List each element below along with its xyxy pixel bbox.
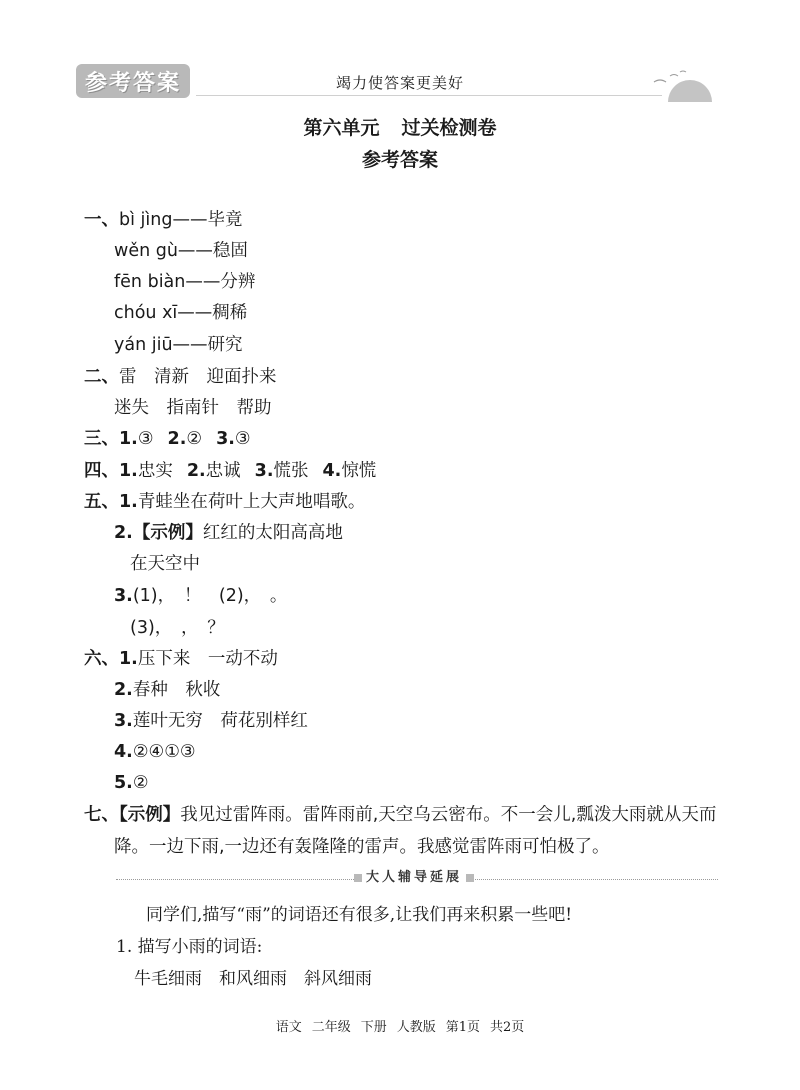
- s5-q3-cont: (3)， ， ？: [130, 618, 225, 638]
- s1-line-5: yán jiū——研究: [114, 335, 243, 355]
- s6-q1: 六、1.压下来 一动不动: [84, 649, 278, 669]
- s6-q3: 3.莲叶无穷 荷花别样红: [114, 711, 308, 731]
- page-footer: [0, 1016, 800, 1035]
- s1-line-4: chóu xī——稠稀: [114, 303, 248, 323]
- extension-item-1-title: 1. 描写小雨的词语:: [116, 937, 263, 957]
- footer-edition: 人教版: [396, 1020, 436, 1035]
- s7-line-2: 降。一边下雨,一边还有轰隆隆的雷声。我感觉雷阵雨可怕极了。: [114, 837, 610, 857]
- s4-line: 四、1.忠实 2.忠诚 3.慌张 4.惊慌: [84, 461, 377, 481]
- decoration-icon: [650, 58, 720, 102]
- header-rule: [196, 95, 662, 96]
- footer-subject: 语文: [275, 1020, 302, 1035]
- s7-line-1: 七、【示例】我见过雷阵雨。雷阵雨前,天空乌云密布。不一会儿,瓢泼大雨就从天而: [84, 805, 717, 825]
- s3-line: 三、1.③ 2.② 3.③: [84, 429, 251, 449]
- extension-label: 大人辅导延展: [356, 868, 472, 888]
- s1-line-3: fēn biàn——分辨: [114, 272, 256, 292]
- s6-q5: 5.②: [114, 773, 149, 793]
- s5-q3: 3.(1)， ！ (2)， 。: [114, 586, 288, 606]
- extension-item-1-words: 牛毛细雨 和风细雨 斜风细雨: [134, 969, 372, 989]
- footer-page: 第1页: [445, 1020, 481, 1035]
- s5-q2-cont: 在天空中: [130, 554, 200, 574]
- s6-q4: 4.②④①③: [114, 742, 196, 762]
- test-name: 过关检测卷: [401, 117, 497, 139]
- page-title: [0, 113, 800, 140]
- footer-total: 共2页: [490, 1020, 525, 1035]
- footer-grade: 二年级: [311, 1020, 351, 1035]
- extension-intro: 同学们,描写“雨”的词语还有很多,让我们再来积累一些吧!: [146, 905, 573, 925]
- s2-line-1: 二、雷 清新 迎面扑来: [84, 367, 277, 387]
- unit-label: 第六单元: [303, 117, 380, 139]
- footer-volume: 下册: [360, 1020, 387, 1035]
- s2-line-2: 迷失 指南针 帮助: [114, 398, 272, 418]
- s6-q2: 2.春种 秋收: [114, 680, 221, 700]
- s5-q1: 五、1.青蛙坐在荷叶上大声地唱歌。: [84, 492, 366, 512]
- answer-key-badge: 参考答案: [76, 64, 190, 98]
- s1-line-2: wěn gù——稳固: [114, 241, 248, 261]
- page-subtitle: 参考答案: [361, 149, 438, 171]
- header-slogan: 竭力使答案更美好: [335, 74, 464, 92]
- s1-line-1: 一、bì jìng——毕竟: [84, 210, 243, 230]
- s5-q2: 2.【示例】红红的太阳高高地: [114, 523, 343, 543]
